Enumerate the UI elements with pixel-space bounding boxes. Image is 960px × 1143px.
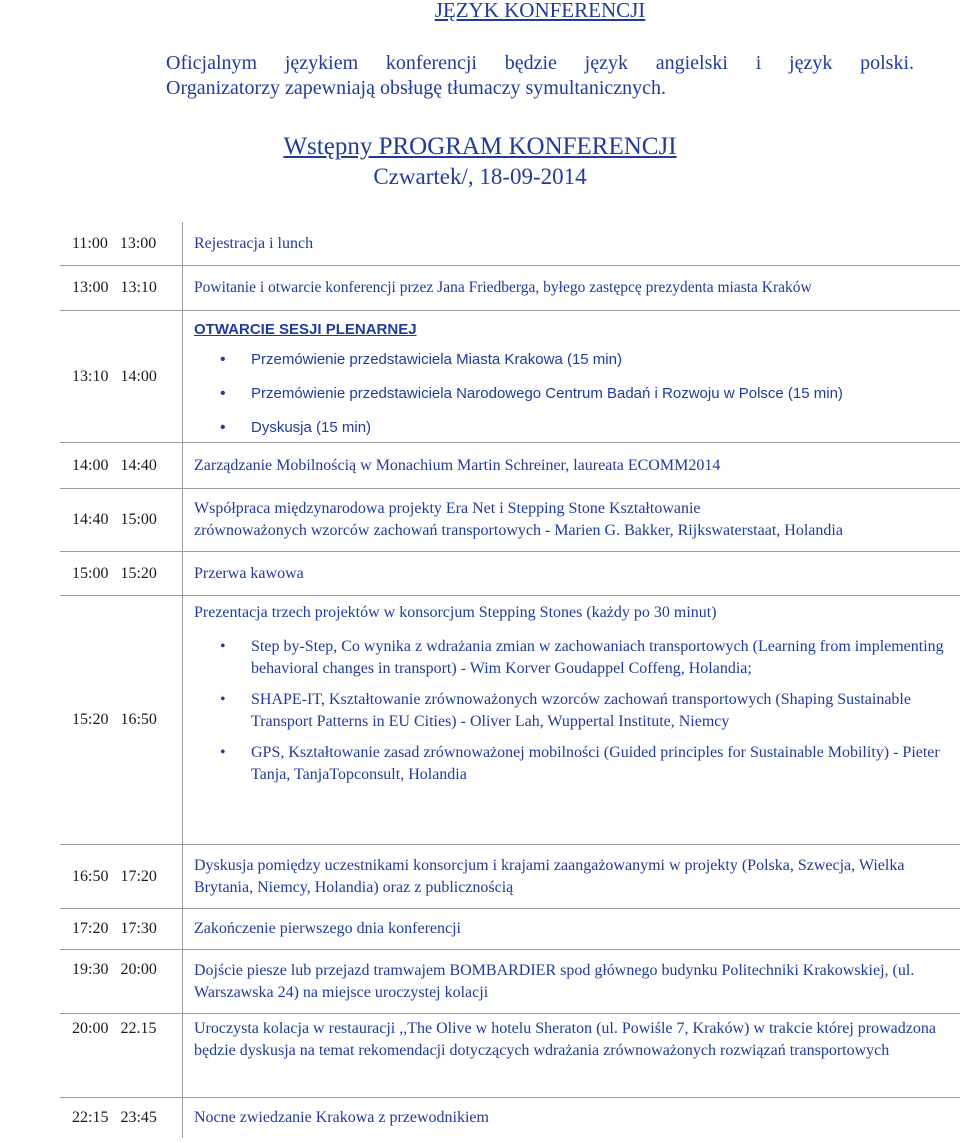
language-heading: JĘZYK KONFERENCJI: [434, 0, 646, 22]
description-cell: [183, 1098, 960, 1138]
time-cell: 16:50 17:20: [60, 845, 183, 908]
description-cell: [183, 1014, 960, 1097]
list-item: • SHAPE-IT, Kształtowanie zrównoważonych wzorców zachowań transportowych (Shaping Sustainable Transport Patterns in EU Cities) - Oliver Lah, Wuppertal Institute, Niemcy: [194, 689, 960, 733]
language-text: [166, 51, 914, 101]
schedule-row: [60, 1098, 960, 1138]
session-heading: OTWARCIE SESJI PLENARNEJ: [194, 321, 417, 338]
schedule-row: [60, 266, 960, 311]
time-cell: 22:15 23:45: [60, 1098, 183, 1138]
description-cell: [183, 909, 960, 949]
description-cell: [183, 596, 960, 844]
program-title: Wstępny PROGRAM KONFERENCJI: [283, 133, 677, 160]
schedule-row: [60, 950, 960, 1014]
description-text: Nocne zwiedzanie Krakowa z przewodnikiem: [194, 1109, 489, 1126]
list-item: • Dyskusja (15 min): [194, 417, 960, 439]
time-cell: 13:00 13:10: [60, 266, 183, 310]
schedule-row: [60, 909, 960, 950]
schedule-row: [60, 845, 960, 909]
schedule-row: [60, 489, 960, 552]
list-item: • GPS, Kształtowanie zasad zrównoważonej mobilności (Guided principles for Sustainable Mobility) - Pieter Tanja, TanjaTopconsult, Holandia: [194, 742, 960, 786]
description-text: Dyskusja pomiędzy uczestnikami konsorcjum i krajami zaangażowanymi w projekty (Polska, Szwecja, Wielka Brytania, Niemcy, Holandia) oraz z publicznością: [194, 856, 905, 896]
schedule-row: [60, 222, 960, 266]
program-date: Czwartek/, 18-09-2014: [373, 164, 587, 189]
schedule-row: [60, 1014, 960, 1098]
time-cell: 20:00 22.15: [60, 1014, 183, 1097]
description-line: zrównoważonych wzorców zachowań transportowych - Marien G. Bakker, Rijkswaterstaat, Holandia: [194, 522, 843, 539]
schedule-row: [60, 443, 960, 489]
description-text: Dojście piesze lub przejazd tramwajem BOMBARDIER spod głównego budynku Politechniki Krakowskiej, (ul. Warszawska 24) na miejsce uroczystej kolacji: [194, 961, 915, 1001]
schedule-row: [60, 311, 960, 443]
description-cell: [183, 845, 960, 908]
time-cell: 11:00 13:00: [60, 222, 183, 265]
description-cell: [183, 222, 960, 265]
description-cell: [183, 443, 960, 488]
presentations-intro: Prezentacja trzech projektów w konsorcjum Stepping Stones (każdy po 30 minut): [194, 604, 717, 621]
time-cell: 13:10 14:00: [60, 311, 183, 442]
language-line-2: Organizatorzy zapewniają obsługę tłumaczy symultanicznych.: [166, 77, 666, 99]
description-text: Zakończenie pierwszego dnia konferencji: [194, 920, 461, 937]
time-cell: 17:20 17:30: [60, 909, 183, 949]
description-cell: [183, 489, 960, 551]
description-line: Współpraca międzynarodowa projekty Era Net i Stepping Stone Kształtowanie: [194, 500, 701, 517]
time-cell: 14:00 14:40: [60, 443, 183, 488]
description-cell: [183, 552, 960, 595]
description-text: Zarządzanie Mobilnością w Monachium Martin Schreiner, laureata ECOMM2014: [194, 456, 721, 474]
schedule-row: [60, 552, 960, 596]
description-text: Powitanie i otwarcie konferencji przez Jana Friedberga, byłego zastępcę prezydenta miasta Kraków: [194, 279, 812, 296]
schedule-row: [60, 596, 960, 845]
list-item: • Step by-Step, Co wynika z wdrażania zmian w zachowaniach transportowych (Learning from implementing behavioral changes in transport) - Wim Korver Goudappel Coffeng, Holandia;: [194, 636, 960, 680]
description-cell: [183, 950, 960, 1013]
time-cell: 14:40 15:00: [60, 489, 183, 551]
schedule-table: [60, 222, 960, 1138]
description-text: Rejestracja i lunch: [194, 234, 314, 252]
description-text: Uroczysta kolacja w restauracji ,,The Olive w hotelu Sheraton (ul. Powiśle 7, Kraków) w trakcie której prowadzona będzie dyskusja na temat rekomendacji dotyczących wdrażania zrównoważonych rozwiązań transportowych: [194, 1020, 936, 1059]
time-cell: 15:00 15:20: [60, 552, 183, 595]
description-cell: [183, 266, 960, 310]
session-list: [194, 349, 960, 439]
list-item: • Przemówienie przedstawiciela Narodowego Centrum Badań i Rozwoju w Polsce (15 min): [194, 383, 960, 405]
language-line-1: Oficjalnym językiem konferencji będzie język angielski i język polski.: [166, 52, 914, 74]
presentations-list: [194, 636, 960, 786]
list-item: • Przemówienie przedstawiciela Miasta Krakowa (15 min): [194, 349, 960, 371]
time-cell: 15:20 16:50: [60, 596, 183, 844]
description-cell: [183, 311, 960, 442]
description-text: Przerwa kawowa: [194, 564, 304, 582]
time-cell: 19:30 20:00: [60, 950, 183, 1013]
